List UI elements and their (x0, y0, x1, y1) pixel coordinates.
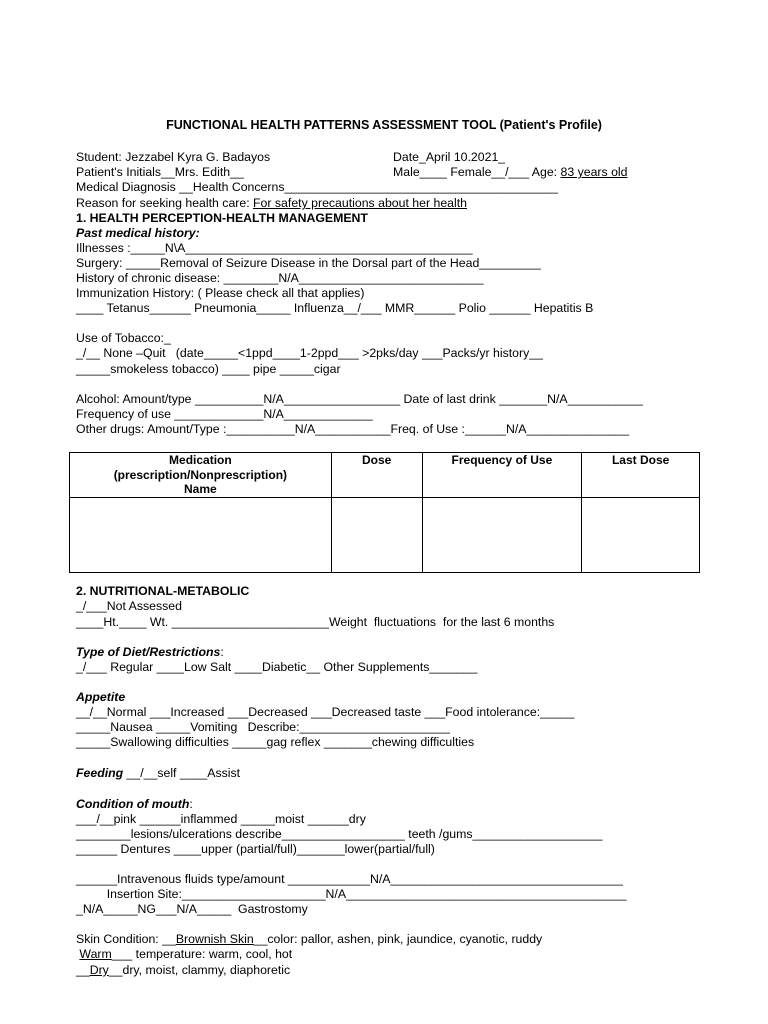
medical-diagnosis: Medical Diagnosis __Health Concerns________________________________________ (76, 180, 559, 194)
chronic-disease-line: History of chronic disease: ________N/A___________________________ (76, 271, 484, 285)
feeding-items: __/__self ____Assist (123, 766, 241, 780)
tobacco-line2: _____smokeless tobacco) ____ pipe _____cigar (76, 362, 341, 376)
appetite-line3: _____Swallowing difficulties _____gag reflex _______chewing difficulties (76, 735, 475, 749)
skin-temperature-value: Warm (79, 947, 112, 961)
skin-condition-line (76, 932, 542, 947)
mouth-colon: : (189, 797, 193, 811)
sex-age-prefix: Male____ Female__/___ Age: (393, 165, 561, 179)
skin-temperature-options: ___ temperature: warm, cool, hot (111, 947, 293, 961)
other-drugs-line: Other drugs: Amount/Type :__________N/A___________Freq. of Use :______N/A_______________ (76, 422, 630, 436)
diet-colon: : (220, 645, 224, 659)
skin-moist-prefix: __ (76, 963, 90, 977)
not-assessed-line: _/___Not Assessed (76, 599, 182, 613)
col-medication-header: Medication (prescription/Nonprescription) Name (70, 453, 332, 498)
diet-heading: Type of Diet/Restrictions (76, 645, 221, 659)
medication-table-header (70, 453, 700, 498)
sex-age-line (393, 165, 628, 180)
form-title: FUNCTIONAL HEALTH PATTERNS ASSESSMENT TOOL (Patient's Profile) (166, 118, 602, 132)
insertion-site-line: Insertion Site:_____________________N/A_________________________________________ (76, 887, 627, 901)
col-dose-header: Dose (331, 453, 422, 498)
section1-heading: 1. HEALTH PERCEPTION-HEALTH MANAGEMENT (76, 211, 368, 225)
reason-value: For safety precautions about her health (253, 196, 468, 210)
skin-moisture-options: __dry, moist, clammy, diaphoretic (108, 963, 291, 977)
appetite-heading: Appetite (76, 690, 126, 704)
patient-age: 83 years old (560, 165, 628, 179)
illnesses-line: Illnesses :_____N\A__________________________________________ (76, 241, 473, 255)
height-weight-line: ____Ht.____ Wt. _______________________Weight fluctuations for the last 6 months (76, 615, 555, 629)
mouth-heading: Condition of mouth (76, 797, 190, 811)
iv-fluids-line: ______Intravenous fluids type/amount ____________N/A__________________________________ (76, 872, 624, 886)
skin-color-options: __color: pallor, ashen, pink, jaundice, cyanotic, ruddy (253, 932, 543, 946)
reason-for-care (76, 196, 467, 211)
patient-initials: Patient's Initials__Mrs. Edith__ (76, 165, 244, 179)
diet-items: _/___ Regular ____Low Salt ____Diabetic__ Other Supplements_______ (76, 660, 478, 674)
medication-cell[interactable] (70, 497, 332, 572)
reason-label: Reason for seeking health care: (76, 196, 254, 210)
skin-moisture-value: Dry (89, 963, 109, 977)
dose-cell[interactable] (331, 497, 422, 572)
section2-heading: 2. NUTRITIONAL-METABOLIC (76, 584, 250, 598)
skin-color-value: Brownish Skin (175, 932, 254, 946)
appetite-line2: _____Nausea _____Vomiting Describe:______________________ (76, 720, 450, 734)
alcohol-line: Alcohol: Amount/type __________N/A_________________ Date of last drink _______N/A___________ (76, 392, 643, 406)
mouth-line3: ______ Dentures ____upper (partial/full)_______lower(partial/full) (76, 842, 435, 856)
mouth-line2: ________lesions/ulcerations describe__________________ teeth /gums___________________ (76, 827, 603, 841)
surgery-line: Surgery: _____Removal of Seizure Disease in the Dorsal part of the Head_________ (76, 256, 541, 270)
frequency-cell[interactable] (422, 497, 582, 572)
diet-heading-line (76, 645, 224, 660)
immunization-heading: Immunization History: ( Please check all that applies) (76, 286, 365, 300)
medication-table (69, 452, 700, 573)
skin-prefix: Skin Condition: __ (76, 932, 176, 946)
tobacco-label: Use of Tobacco:_ (76, 331, 171, 345)
col-frequency-header: Frequency of Use (422, 453, 582, 498)
past-history-heading: Past medical history: (76, 226, 200, 240)
feeding-heading: Feeding (76, 766, 124, 780)
immunization-items: ____ Tetanus______ Pneumonia_____ Influenza__/___ MMR______ Polio ______ Hepatitis B (76, 301, 594, 315)
mouth-line1: ___/__pink ______inflammed _____moist ______dry (76, 812, 366, 826)
frequency-line: Frequency of use _____________N/A_____________ (76, 407, 373, 421)
skin-moisture-line (76, 963, 290, 978)
feeding-line (76, 766, 240, 781)
tobacco-line1: _/__ None –Quit (date_____<1ppd____1-2ppd___ >2pks/day ___Packs/yr history__ (76, 346, 543, 360)
col-last-dose-header: Last Dose (582, 453, 700, 498)
skin-temperature-line (76, 947, 292, 962)
last-dose-cell[interactable] (582, 497, 700, 572)
medication-table-row (70, 497, 700, 572)
student-name: Student: Jezzabel Kyra G. Badayos (76, 150, 271, 164)
ng-gastrostomy-line: _N/A_____NG___N/A_____ Gastrostomy (76, 902, 308, 916)
assessment-date: Date_April 10.2021_ (393, 150, 506, 164)
mouth-heading-line (76, 797, 193, 812)
appetite-line1: __/__Normal ___Increased ___Decreased ___Decreased taste ___Food intolerance:_____ (76, 705, 575, 719)
